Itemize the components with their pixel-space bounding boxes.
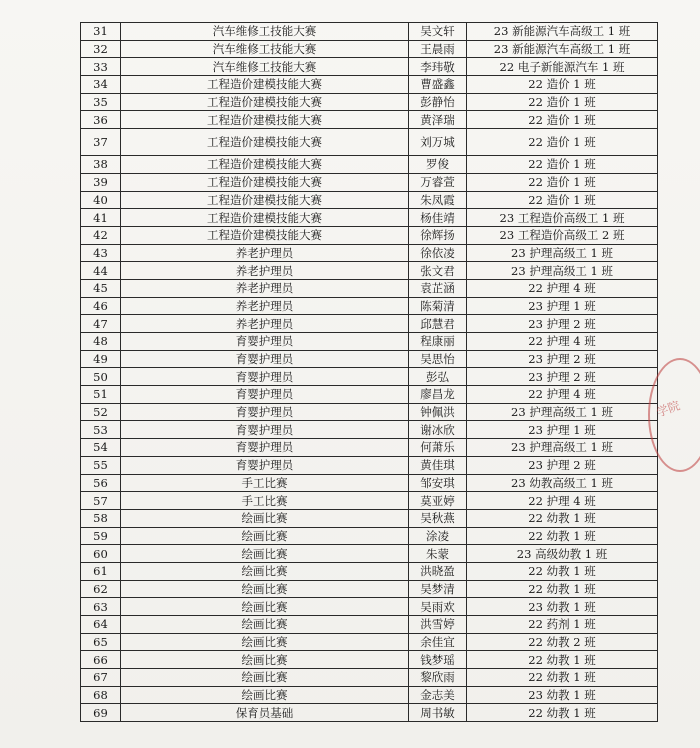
competition-cell: 绘画比赛 bbox=[121, 509, 409, 527]
official-seal-stamp: 学院 bbox=[648, 358, 700, 472]
class-cell: 22 幼教 2 班 bbox=[467, 633, 658, 651]
row-number-cell: 68 bbox=[81, 686, 121, 704]
row-number-cell: 55 bbox=[81, 456, 121, 474]
class-cell: 22 电子新能源汽车 1 班 bbox=[467, 58, 658, 76]
student-name-cell: 金志美 bbox=[409, 686, 467, 704]
table-row bbox=[81, 279, 658, 297]
class-cell: 22 造价 1 班 bbox=[467, 191, 658, 209]
competition-cell: 育婴护理员 bbox=[121, 439, 409, 457]
competition-cell: 工程造价建模技能大赛 bbox=[121, 173, 409, 191]
table-row bbox=[81, 456, 658, 474]
table-row bbox=[81, 111, 658, 129]
row-number-cell: 41 bbox=[81, 209, 121, 227]
student-name-cell: 曹盛鑫 bbox=[409, 76, 467, 94]
competition-cell: 育婴护理员 bbox=[121, 421, 409, 439]
row-number-cell: 65 bbox=[81, 633, 121, 651]
table-row bbox=[81, 368, 658, 386]
competition-cell: 工程造价建模技能大赛 bbox=[121, 191, 409, 209]
table-row bbox=[81, 23, 658, 41]
table-row bbox=[81, 704, 658, 722]
student-name-cell: 万睿萱 bbox=[409, 173, 467, 191]
row-number-cell: 38 bbox=[81, 156, 121, 174]
table-row bbox=[81, 40, 658, 58]
competition-cell: 养老护理员 bbox=[121, 315, 409, 333]
student-name-cell: 徐辉扬 bbox=[409, 226, 467, 244]
class-cell: 22 护理 4 班 bbox=[467, 279, 658, 297]
competition-cell: 工程造价建模技能大赛 bbox=[121, 93, 409, 111]
table-row bbox=[81, 509, 658, 527]
class-cell: 23 护理高级工 1 班 bbox=[467, 244, 658, 262]
student-name-cell: 李玮敬 bbox=[409, 58, 467, 76]
competition-cell: 育婴护理员 bbox=[121, 403, 409, 421]
class-cell: 22 幼教 1 班 bbox=[467, 580, 658, 598]
student-name-cell: 洪晓盈 bbox=[409, 562, 467, 580]
competition-cell: 汽车维修工技能大赛 bbox=[121, 40, 409, 58]
student-name-cell: 吴雨欢 bbox=[409, 598, 467, 616]
table-row bbox=[81, 580, 658, 598]
table-row bbox=[81, 562, 658, 580]
competition-cell: 工程造价建模技能大赛 bbox=[121, 129, 409, 156]
table-row bbox=[81, 244, 658, 262]
competition-cell: 绘画比赛 bbox=[121, 686, 409, 704]
class-cell: 23 护理 2 班 bbox=[467, 456, 658, 474]
competition-cell: 工程造价建模技能大赛 bbox=[121, 111, 409, 129]
student-name-cell: 余佳宜 bbox=[409, 633, 467, 651]
table-row bbox=[81, 76, 658, 94]
student-name-cell: 吴文轩 bbox=[409, 23, 467, 41]
row-number-cell: 63 bbox=[81, 598, 121, 616]
class-cell: 23 幼教 1 班 bbox=[467, 686, 658, 704]
competition-cell: 工程造价建模技能大赛 bbox=[121, 209, 409, 227]
table-row bbox=[81, 226, 658, 244]
row-number-cell: 32 bbox=[81, 40, 121, 58]
table-row bbox=[81, 93, 658, 111]
competition-cell: 绘画比赛 bbox=[121, 545, 409, 563]
table-row bbox=[81, 333, 658, 351]
student-name-cell: 彭静怡 bbox=[409, 93, 467, 111]
class-cell: 22 护理 4 班 bbox=[467, 333, 658, 351]
student-name-cell: 黄泽瑞 bbox=[409, 111, 467, 129]
class-cell: 23 工程造价高级工 1 班 bbox=[467, 209, 658, 227]
student-name-cell: 吴梦清 bbox=[409, 580, 467, 598]
competition-cell: 育婴护理员 bbox=[121, 350, 409, 368]
competition-cell: 汽车维修工技能大赛 bbox=[121, 23, 409, 41]
row-number-cell: 54 bbox=[81, 439, 121, 457]
student-name-cell: 罗俊 bbox=[409, 156, 467, 174]
competition-cell: 汽车维修工技能大赛 bbox=[121, 58, 409, 76]
student-name-cell: 吴秋燕 bbox=[409, 509, 467, 527]
row-number-cell: 50 bbox=[81, 368, 121, 386]
competition-cell: 工程造价建模技能大赛 bbox=[121, 76, 409, 94]
class-cell: 22 幼教 1 班 bbox=[467, 562, 658, 580]
class-cell: 23 护理 2 班 bbox=[467, 368, 658, 386]
row-number-cell: 43 bbox=[81, 244, 121, 262]
class-cell: 22 幼教 1 班 bbox=[467, 651, 658, 669]
competition-cell: 绘画比赛 bbox=[121, 651, 409, 669]
table-row bbox=[81, 651, 658, 669]
student-name-cell: 黎欣雨 bbox=[409, 669, 467, 687]
student-name-cell: 谢冰欣 bbox=[409, 421, 467, 439]
row-number-cell: 59 bbox=[81, 527, 121, 545]
class-cell: 23 工程造价高级工 2 班 bbox=[467, 226, 658, 244]
table-row bbox=[81, 129, 658, 156]
student-name-cell: 邹安琪 bbox=[409, 474, 467, 492]
row-number-cell: 35 bbox=[81, 93, 121, 111]
class-cell: 23 护理 2 班 bbox=[467, 350, 658, 368]
student-name-cell: 钱梦瑶 bbox=[409, 651, 467, 669]
student-name-cell: 吴思怡 bbox=[409, 350, 467, 368]
class-cell: 23 高级幼教 1 班 bbox=[467, 545, 658, 563]
student-name-cell: 洪雪婷 bbox=[409, 616, 467, 634]
table-row bbox=[81, 209, 658, 227]
table-row bbox=[81, 421, 658, 439]
table-row bbox=[81, 474, 658, 492]
row-number-cell: 67 bbox=[81, 669, 121, 687]
competition-cell: 工程造价建模技能大赛 bbox=[121, 156, 409, 174]
table-row bbox=[81, 315, 658, 333]
row-number-cell: 61 bbox=[81, 562, 121, 580]
table-row bbox=[81, 403, 658, 421]
table-row bbox=[81, 173, 658, 191]
student-name-cell: 何萧乐 bbox=[409, 439, 467, 457]
student-name-cell: 彭弘 bbox=[409, 368, 467, 386]
class-cell: 23 护理高级工 1 班 bbox=[467, 262, 658, 280]
competition-cell: 绘画比赛 bbox=[121, 633, 409, 651]
table-row bbox=[81, 350, 658, 368]
student-name-cell: 朱凤霞 bbox=[409, 191, 467, 209]
row-number-cell: 46 bbox=[81, 297, 121, 315]
class-cell: 22 护理 4 班 bbox=[467, 386, 658, 404]
competition-cell: 养老护理员 bbox=[121, 297, 409, 315]
student-name-cell: 程康丽 bbox=[409, 333, 467, 351]
class-cell: 23 护理 1 班 bbox=[467, 297, 658, 315]
row-number-cell: 62 bbox=[81, 580, 121, 598]
class-cell: 23 幼教高级工 1 班 bbox=[467, 474, 658, 492]
table-row bbox=[81, 633, 658, 651]
student-name-cell: 袁芷涵 bbox=[409, 279, 467, 297]
competition-cell: 绘画比赛 bbox=[121, 616, 409, 634]
class-cell: 23 幼教 1 班 bbox=[467, 598, 658, 616]
competition-cell: 工程造价建模技能大赛 bbox=[121, 226, 409, 244]
competition-cell: 养老护理员 bbox=[121, 279, 409, 297]
student-name-cell: 刘万城 bbox=[409, 129, 467, 156]
class-cell: 23 护理 1 班 bbox=[467, 421, 658, 439]
student-name-cell: 张文君 bbox=[409, 262, 467, 280]
table-row bbox=[81, 191, 658, 209]
student-name-cell: 涂凌 bbox=[409, 527, 467, 545]
table-row bbox=[81, 439, 658, 457]
student-name-cell: 王晨雨 bbox=[409, 40, 467, 58]
row-number-cell: 39 bbox=[81, 173, 121, 191]
student-name-cell: 杨佳靖 bbox=[409, 209, 467, 227]
student-name-cell: 黄佳琪 bbox=[409, 456, 467, 474]
class-cell: 23 护理高级工 1 班 bbox=[467, 439, 658, 457]
row-number-cell: 37 bbox=[81, 129, 121, 156]
row-number-cell: 51 bbox=[81, 386, 121, 404]
row-number-cell: 31 bbox=[81, 23, 121, 41]
class-cell: 22 幼教 1 班 bbox=[467, 509, 658, 527]
student-name-cell: 周书敏 bbox=[409, 704, 467, 722]
competition-cell: 育婴护理员 bbox=[121, 368, 409, 386]
class-cell: 22 幼教 1 班 bbox=[467, 704, 658, 722]
class-cell: 23 护理高级工 1 班 bbox=[467, 403, 658, 421]
row-number-cell: 49 bbox=[81, 350, 121, 368]
table-row bbox=[81, 686, 658, 704]
class-cell: 23 新能源汽车高级工 1 班 bbox=[467, 23, 658, 41]
competition-cell: 育婴护理员 bbox=[121, 386, 409, 404]
row-number-cell: 34 bbox=[81, 76, 121, 94]
student-name-cell: 钟佩洪 bbox=[409, 403, 467, 421]
table-row bbox=[81, 598, 658, 616]
competition-cell: 绘画比赛 bbox=[121, 562, 409, 580]
row-number-cell: 60 bbox=[81, 545, 121, 563]
competition-cell: 养老护理员 bbox=[121, 244, 409, 262]
row-number-cell: 56 bbox=[81, 474, 121, 492]
table-row bbox=[81, 545, 658, 563]
student-name-cell: 莫亚婷 bbox=[409, 492, 467, 510]
row-number-cell: 64 bbox=[81, 616, 121, 634]
row-number-cell: 69 bbox=[81, 704, 121, 722]
row-number-cell: 48 bbox=[81, 333, 121, 351]
class-cell: 22 护理 4 班 bbox=[467, 492, 658, 510]
competition-cell: 养老护理员 bbox=[121, 262, 409, 280]
class-cell: 22 药剂 1 班 bbox=[467, 616, 658, 634]
roster-table bbox=[80, 22, 658, 722]
class-cell: 22 幼教 1 班 bbox=[467, 669, 658, 687]
student-name-cell: 邱慧君 bbox=[409, 315, 467, 333]
competition-cell: 育婴护理员 bbox=[121, 333, 409, 351]
row-number-cell: 47 bbox=[81, 315, 121, 333]
row-number-cell: 45 bbox=[81, 279, 121, 297]
row-number-cell: 57 bbox=[81, 492, 121, 510]
table-row bbox=[81, 156, 658, 174]
row-number-cell: 58 bbox=[81, 509, 121, 527]
class-cell: 22 幼教 1 班 bbox=[467, 527, 658, 545]
student-name-cell: 廖昌龙 bbox=[409, 386, 467, 404]
table-row bbox=[81, 527, 658, 545]
row-number-cell: 53 bbox=[81, 421, 121, 439]
row-number-cell: 33 bbox=[81, 58, 121, 76]
competition-cell: 绘画比赛 bbox=[121, 669, 409, 687]
row-number-cell: 36 bbox=[81, 111, 121, 129]
table-row bbox=[81, 492, 658, 510]
competition-cell: 绘画比赛 bbox=[121, 527, 409, 545]
table-row bbox=[81, 262, 658, 280]
competition-cell: 保育员基础 bbox=[121, 704, 409, 722]
competition-cell: 手工比赛 bbox=[121, 474, 409, 492]
competition-cell: 育婴护理员 bbox=[121, 456, 409, 474]
table-row bbox=[81, 58, 658, 76]
class-cell: 22 造价 1 班 bbox=[467, 111, 658, 129]
class-cell: 23 新能源汽车高级工 1 班 bbox=[467, 40, 658, 58]
class-cell: 22 造价 1 班 bbox=[467, 93, 658, 111]
class-cell: 22 造价 1 班 bbox=[467, 156, 658, 174]
table-row bbox=[81, 616, 658, 634]
competition-cell: 绘画比赛 bbox=[121, 598, 409, 616]
class-cell: 22 造价 1 班 bbox=[467, 129, 658, 156]
student-name-cell: 徐依凌 bbox=[409, 244, 467, 262]
row-number-cell: 42 bbox=[81, 226, 121, 244]
row-number-cell: 40 bbox=[81, 191, 121, 209]
competition-cell: 手工比赛 bbox=[121, 492, 409, 510]
class-cell: 22 造价 1 班 bbox=[467, 76, 658, 94]
table-row bbox=[81, 297, 658, 315]
row-number-cell: 52 bbox=[81, 403, 121, 421]
roster-body bbox=[81, 23, 658, 722]
student-name-cell: 陈菊清 bbox=[409, 297, 467, 315]
row-number-cell: 66 bbox=[81, 651, 121, 669]
class-cell: 23 护理 2 班 bbox=[467, 315, 658, 333]
table-row bbox=[81, 669, 658, 687]
table-row bbox=[81, 386, 658, 404]
student-name-cell: 朱蒙 bbox=[409, 545, 467, 563]
competition-cell: 绘画比赛 bbox=[121, 580, 409, 598]
class-cell: 22 造价 1 班 bbox=[467, 173, 658, 191]
row-number-cell: 44 bbox=[81, 262, 121, 280]
